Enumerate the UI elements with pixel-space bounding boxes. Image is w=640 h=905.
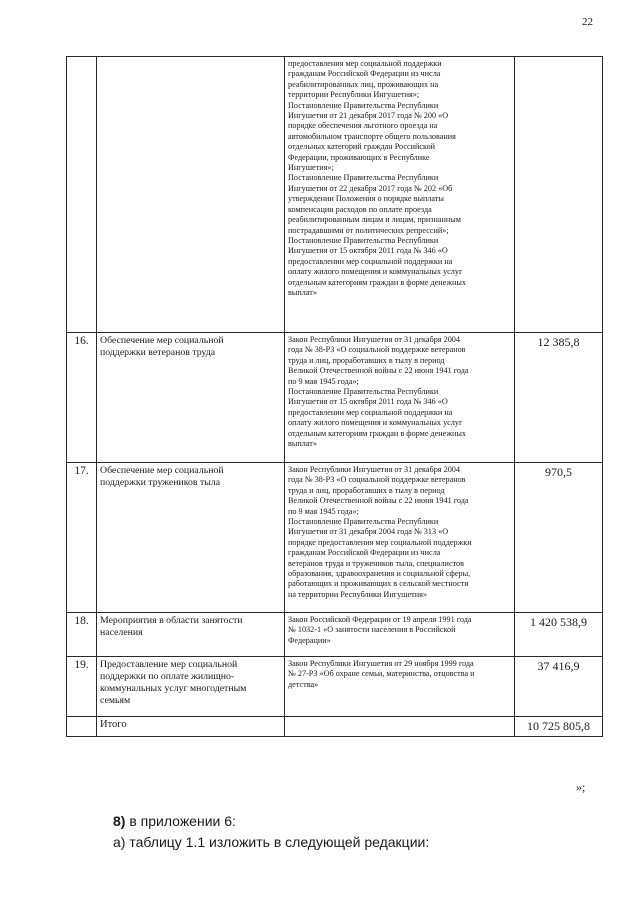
table-row	[67, 613, 603, 657]
legal-basis-line: по 9 мая 1945 года»;	[288, 376, 359, 386]
legal-basis-line: отдельным категориям граждан в форме денежных	[288, 428, 466, 438]
legal-basis-line: Федерации»	[288, 635, 331, 645]
row-amount: 37 416,9	[515, 657, 603, 717]
row-name-line: Мероприятия в области занятости	[100, 615, 243, 626]
row-number: 17.	[67, 463, 97, 613]
legal-basis-line: Закон Республики Ингушетия от 31 декабря 2004	[288, 335, 460, 344]
legal-basis-line: компенсации расходов по оплате проезда	[288, 204, 432, 214]
row-amount: 1 420 538,9	[515, 613, 603, 657]
legal-basis-line: автомобильном транспорте общего пользования	[288, 131, 456, 141]
total-amount: 10 725 805,8	[515, 717, 603, 737]
legal-basis-line: Закон Республики Ингушетия от 29 ноября 1999 года	[288, 659, 474, 668]
legal-basis-line: ветеранов труда и тружеников тыла, специалистов	[288, 558, 465, 568]
page-number: 22	[582, 16, 593, 28]
budget-table	[66, 56, 603, 737]
legal-basis-line: Ингушетия»;	[288, 163, 334, 173]
table-row	[67, 463, 603, 613]
closing-quote-mark: »;	[576, 780, 586, 794]
legal-basis-line: Постановление Правительства Республики	[288, 235, 439, 245]
legal-basis-line: утверждении Положения о порядке выплаты	[288, 194, 444, 204]
legal-basis-line: Ингушетия от 21 декабря 2017 года № 200 «О	[288, 111, 449, 121]
row-name	[97, 613, 285, 657]
row-amount: 970,5	[515, 463, 603, 613]
legal-basis-line: предоставлении мер социальной поддержки на	[288, 407, 453, 417]
row-name	[97, 463, 285, 613]
legal-basis-line: оплату жилого помещения и коммунальных услуг	[288, 418, 463, 428]
legal-basis-line: Ингушетия от 15 октября 2011 года № 346 «О	[288, 397, 448, 407]
row-name-line: Обеспечение мер социальной	[100, 335, 224, 346]
legal-basis-line: Ингушетия от 22 декабря 2017 года № 202 «Об	[288, 183, 453, 193]
legal-basis-line: оплату жилого помещения и коммунальных услуг	[288, 267, 463, 277]
legal-basis-line: года № 38-РЗ «О социальной поддержке ветеранов	[288, 345, 466, 355]
legal-basis-line: труда и лиц, проработавших в тылу в период	[288, 485, 445, 495]
row-name	[97, 657, 285, 717]
legal-basis-line: на территории Республики Ингушетия»	[288, 589, 427, 599]
legal-basis-line: отдельных категорий граждан Российской	[288, 142, 436, 152]
row-number: 19.	[67, 657, 97, 717]
legal-basis-line: гражданам Российской Федерации из числа	[288, 548, 441, 558]
legal-basis-line: Закон Республики Ингушетия от 31 декабря 2004	[288, 465, 460, 474]
legal-basis-line: года № 38-РЗ «О социальной поддержке ветеранов	[288, 475, 466, 485]
legal-basis-line: реабилитированным лицам и лицам, признанным	[288, 215, 461, 225]
row-name	[97, 57, 285, 333]
table-row	[67, 333, 603, 463]
row-legal-basis	[285, 657, 515, 717]
row-number: 18.	[67, 613, 97, 657]
legal-basis-line: территории Республики Ингушетия»;	[288, 90, 420, 100]
row-number	[67, 57, 97, 333]
legal-basis-line: Закон Российской Федерации от 19 апреля 1991 года	[288, 615, 472, 624]
total-num-cell	[67, 717, 97, 737]
legal-basis-line: реабилитированных лиц, проживающих на	[288, 79, 439, 89]
row-legal-basis	[285, 57, 515, 333]
legal-basis-line: Великой Отечественной войны с 22 июня 1941 года	[288, 366, 469, 376]
legal-basis-line: порядке обеспечения льготного проезда на	[288, 121, 438, 131]
row-name	[97, 333, 285, 463]
legal-basis-line: Постановление Правительства Республики	[288, 387, 439, 397]
legal-basis-line: Постановление Правительства Республики	[288, 173, 439, 183]
legal-basis-line: по 9 мая 1945 года»;	[288, 506, 359, 516]
table-row	[67, 57, 603, 333]
row-amount: 12 385,8	[515, 333, 603, 463]
legal-basis-line: Ингушетия от 15 октября 2011 года № 346 «О	[288, 246, 448, 256]
row-name-line: поддержки по оплате жилищно-	[100, 671, 235, 682]
legal-basis-line: Великой Отечественной войны с 22 июня 1941 года	[288, 496, 469, 506]
row-legal-basis	[285, 613, 515, 657]
legal-basis-line: образования, здравоохранения и социальной сферы,	[288, 569, 471, 579]
legal-basis-line: труда и лиц, проработавших в тылу в период	[288, 355, 445, 365]
total-law-cell	[285, 717, 515, 737]
row-name-line: коммунальных услуг многодетным	[100, 683, 247, 694]
item-8a-text: а) таблицу 1.1 изложить в следующей редакции:	[113, 834, 430, 850]
row-name-line: поддержки ветеранов труда	[100, 347, 216, 358]
legal-basis-line: Постановление Правительства Республики	[288, 517, 439, 527]
legal-basis-line: предоставлении мер социальной поддержки на	[288, 256, 453, 266]
row-name-line: Обеспечение мер социальной	[100, 465, 224, 476]
legal-basis-line: работающих и проживающих в сельской местности	[288, 579, 469, 589]
table-row	[67, 657, 603, 717]
row-name-line: населения	[100, 627, 143, 638]
legal-basis-line: № 27-РЗ «Об охране семьи, материнства, отцовства и	[288, 669, 475, 679]
legal-basis-line: пострадавшими от политических репрессий»;	[288, 225, 449, 235]
total-label: Итого	[97, 717, 285, 737]
row-legal-basis	[285, 333, 515, 463]
legal-basis-line: предоставления мер социальной поддержки	[288, 59, 442, 68]
legal-basis-line: выплат»	[288, 439, 317, 449]
legal-basis-line: выплат»	[288, 287, 317, 297]
item-8-text: в приложении 6:	[125, 813, 236, 829]
legal-basis-line: Федерации, проживающих в Республике	[288, 152, 430, 162]
row-name-line: семьям	[100, 695, 131, 706]
item-8-heading	[113, 813, 236, 829]
legal-basis-line: порядке предоставления мер социальной поддержки	[288, 537, 472, 547]
total-row	[67, 717, 603, 737]
row-number: 16.	[67, 333, 97, 463]
row-legal-basis	[285, 463, 515, 613]
item-8-number: 8)	[113, 813, 126, 829]
legal-basis-line: детства»	[288, 679, 319, 689]
legal-basis-line: отдельным категориям граждан в форме денежных	[288, 277, 466, 287]
legal-basis-line: № 1032-1 «О занятости населения в Российской	[288, 625, 456, 635]
row-amount	[515, 57, 603, 333]
legal-basis-line: Постановление Правительства Республики	[288, 100, 439, 110]
row-name-line: поддержки тружеников тыла	[100, 477, 221, 488]
table-body	[67, 57, 603, 717]
legal-basis-line: Ингушетия от 31 декабря 2004 года № 313 «О	[288, 527, 449, 537]
legal-basis-line: гражданам Российской Федерации из числа	[288, 69, 441, 79]
row-name-line: Предоставление мер социальной	[100, 659, 238, 670]
